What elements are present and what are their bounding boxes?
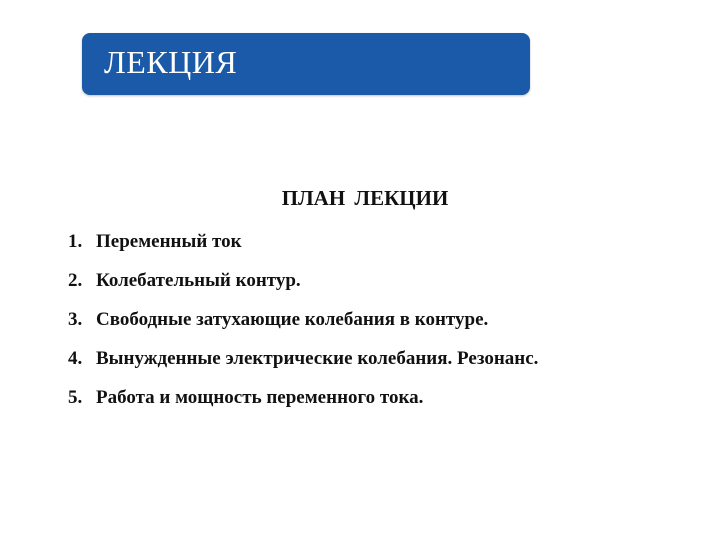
plan-list (68, 230, 538, 425)
slide-title: ЛЕКЦИЯ (104, 44, 238, 80)
plan-item-text: Работа и мощность переменного тока. (96, 387, 424, 408)
plan-item-text: Колебательный контур. (96, 270, 301, 291)
plan-item-number: 2. (68, 270, 83, 291)
plan-heading: ПЛАН ЛЕКЦИИ (281, 186, 449, 210)
plan-item-5 (68, 386, 538, 410)
plan-item-4 (68, 347, 538, 371)
plan-item-text: Свободные затухающие колебания в контуре. (96, 309, 489, 330)
plan-item-2 (68, 269, 538, 293)
plan-item-3 (68, 308, 538, 332)
plan-item-number: 3. (68, 309, 83, 330)
plan-item-text: Переменный ток (96, 231, 242, 252)
plan-item-text: Вынужденные электрические колебания. Резонанс. (96, 348, 539, 369)
plan-item-1 (68, 230, 538, 254)
plan-item-number: 1. (68, 231, 83, 252)
plan-item-number: 5. (68, 387, 83, 408)
plan-item-number: 4. (68, 348, 83, 369)
title-banner (82, 33, 530, 95)
